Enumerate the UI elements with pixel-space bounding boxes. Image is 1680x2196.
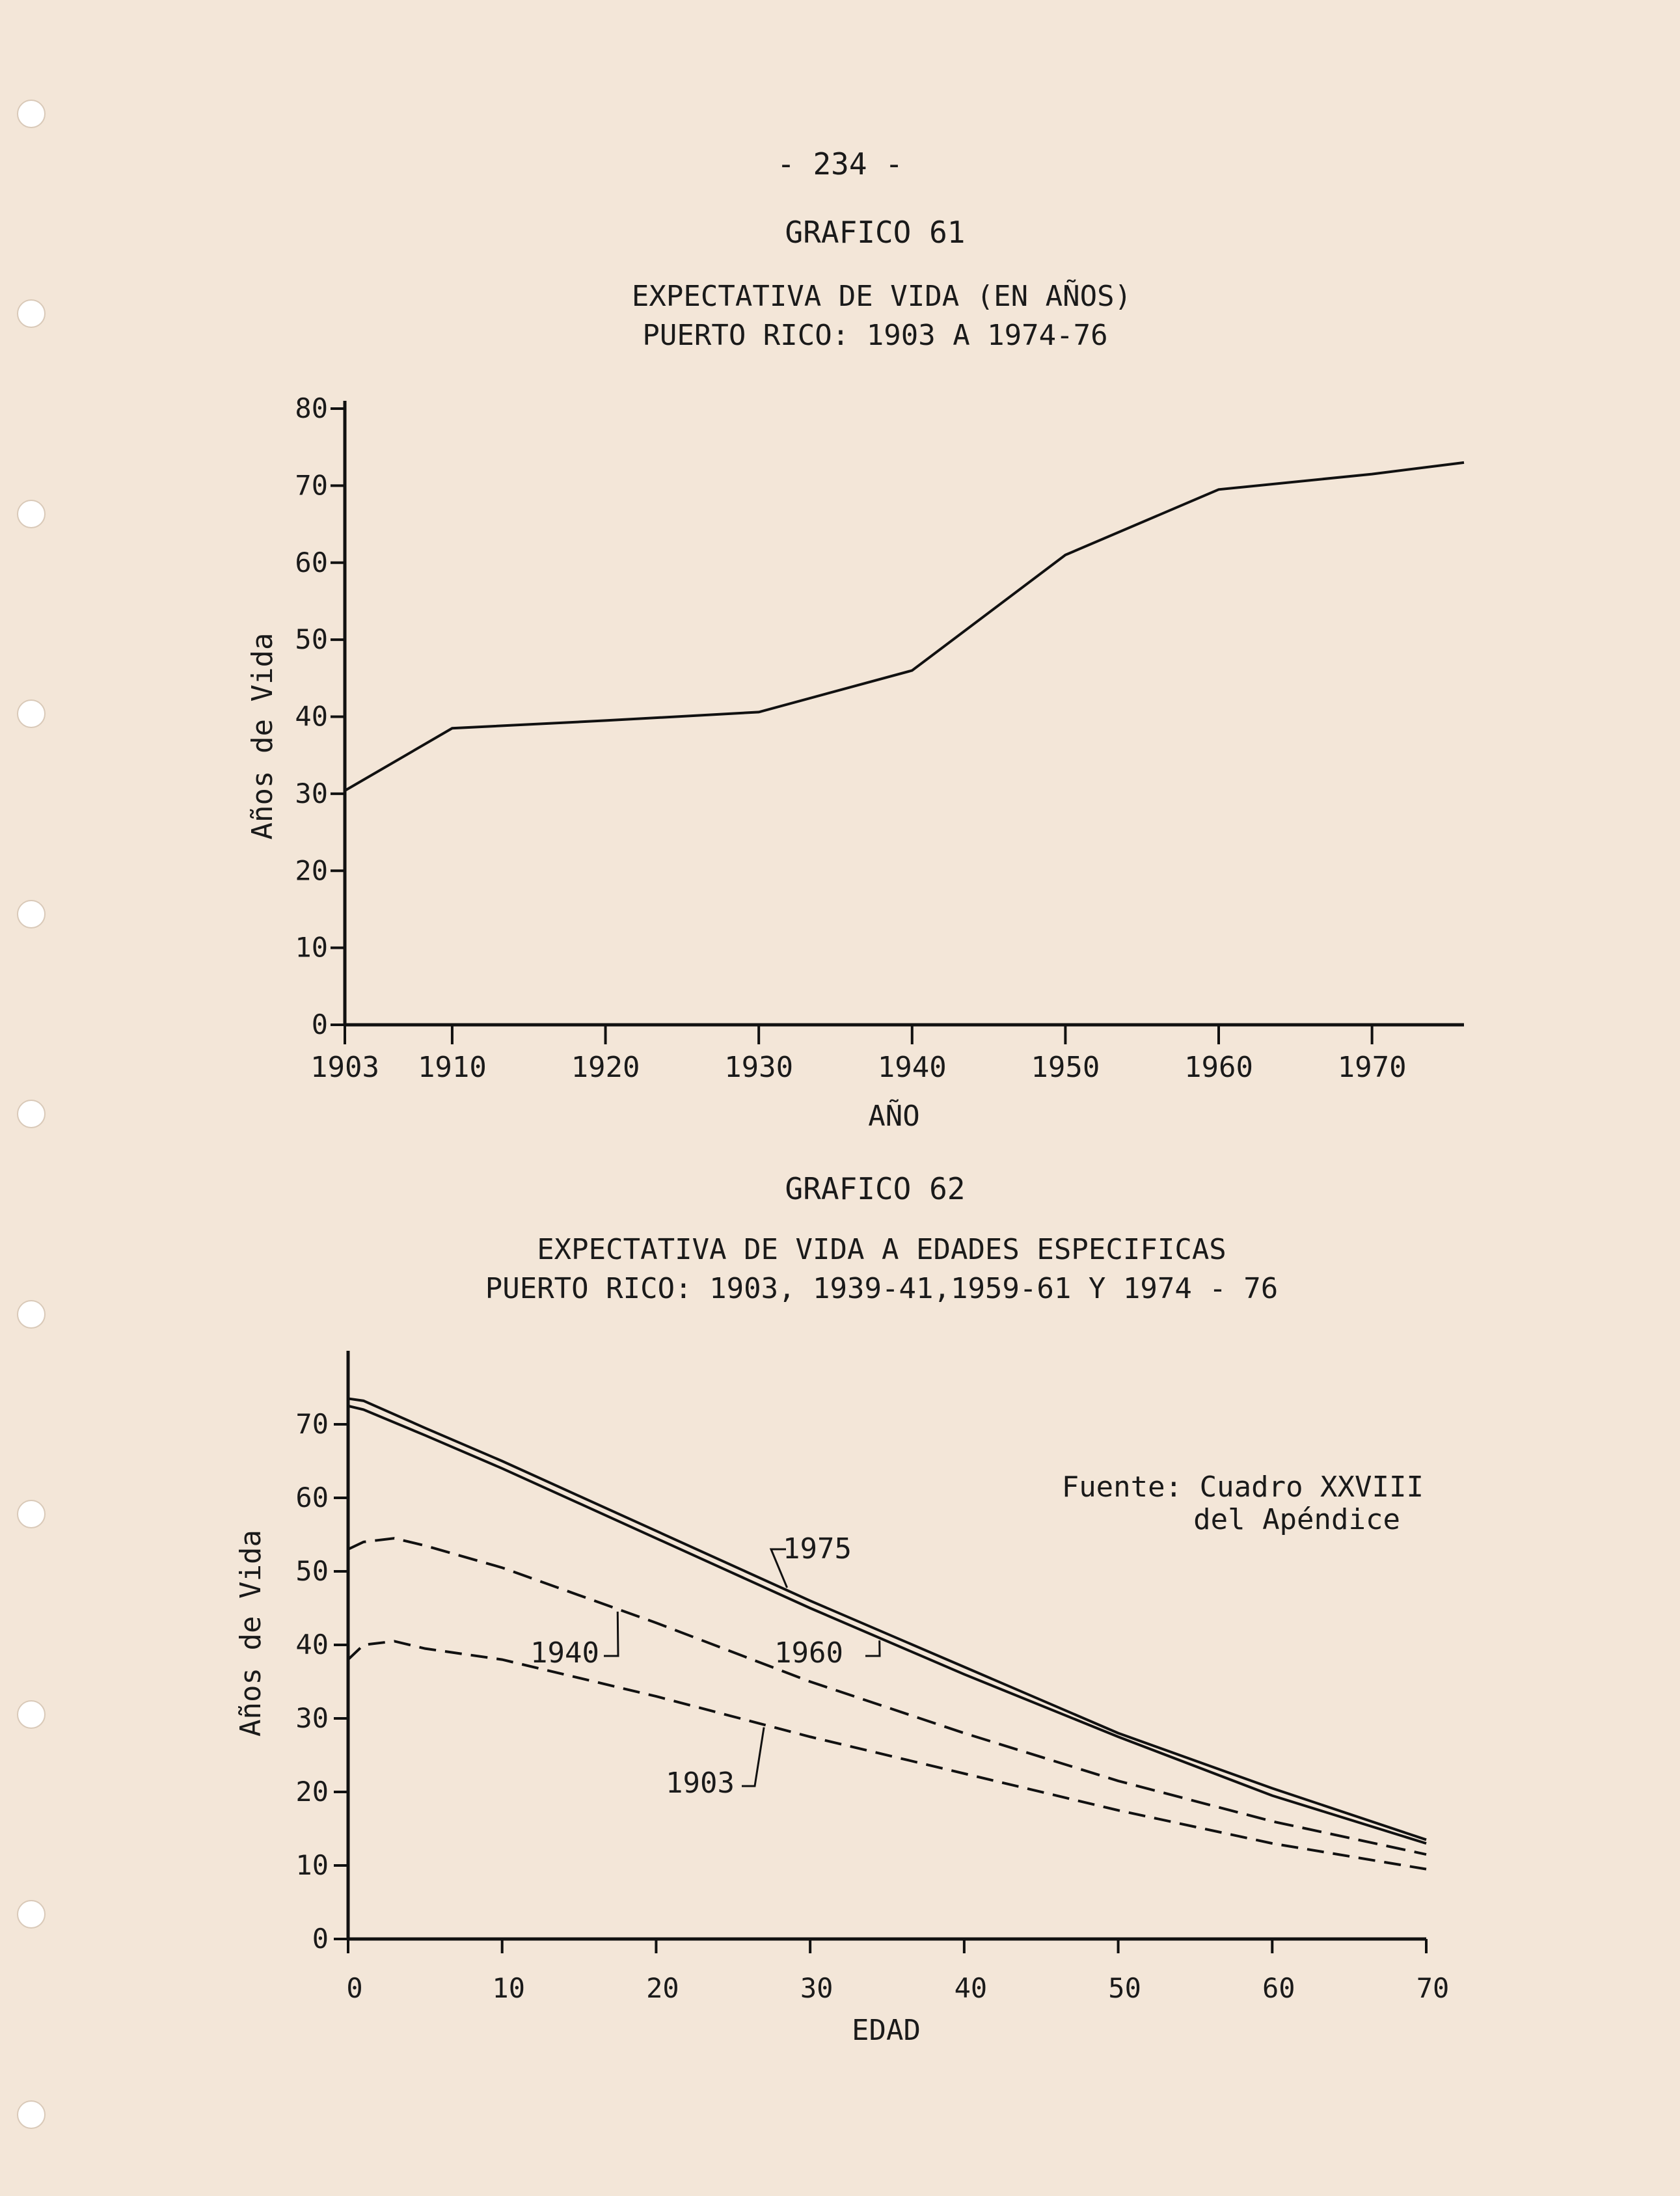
chart1-y-tick-label: 20 [295,854,328,887]
chart2-y-tick-label: 10 [295,1849,329,1881]
chart2-y-tick-label: 60 [295,1482,329,1513]
chart1-y-tick-label: 30 [295,777,328,809]
chart1-figure-label: GRAFICO 61 [785,215,966,250]
chart2-source-note: del Apéndice [1193,1503,1400,1536]
chart2-y-tick-label: 70 [295,1408,329,1440]
chart1-y-axis-label: Años de Vida [246,632,279,840]
chart2-x-tick-label: 0 [346,1972,363,2004]
chart2-label-leader [865,1640,880,1656]
chart2-x-tick-label: 30 [800,1972,833,2004]
chart2-series-line-1903 [348,1641,1426,1869]
chart1-y-tick-label: 60 [295,546,328,578]
chart2-y-tick-label: 50 [295,1555,329,1587]
chart1-x-tick-label: 1930 [724,1051,794,1084]
chart1-x-tick-label: 1920 [571,1051,640,1084]
chart2-x-tick-label: 20 [646,1972,679,2004]
chart1-title: EXPECTATIVA DE VIDA (EN AÑOS) [631,280,1132,313]
chart2-x-axis-label: EDAD [852,2014,921,2047]
chart1-x-tick-label: 1950 [1031,1051,1100,1084]
chart2-series-label: 1903 [666,1767,735,1800]
chart1-y-tick-label: 50 [295,623,328,656]
chart2-subtitle: PUERTO RICO: 1903, 1939-41,1959-61 Y 1974 - 76 [485,1272,1279,1305]
chart2-x-tick-label: 50 [1108,1972,1141,2004]
chart2-x-tick-label: 40 [954,1972,988,2004]
chart2-label-leader [742,1728,764,1786]
chart1-subtitle: PUERTO RICO: 1903 A 1974-76 [642,319,1108,352]
chart1-y-tick-label: 80 [295,392,328,424]
chart1-y-tick-label: 40 [295,700,328,733]
chart2-y-tick-label: 20 [295,1776,329,1808]
chart1-x-tick-label: 1940 [877,1051,947,1084]
chart1-y-tick-label: 10 [295,931,328,964]
chart2-label-leader [604,1612,618,1656]
chart1-x-axis-label: AÑO [868,1100,920,1133]
chart2-series-label: 1960 [774,1636,843,1670]
chart2-source-note: Fuente: Cuadro XXVIII [1061,1471,1424,1504]
chart1-x-tick-label: 1970 [1337,1051,1407,1084]
chart1-x-tick-label: 1910 [417,1051,487,1084]
chart1-y-tick-label: 0 [311,1009,328,1040]
chart2-series-line-1940 [348,1538,1426,1854]
chart2-series-label: 1940 [530,1636,599,1670]
chart2-title: EXPECTATIVA DE VIDA A EDADES ESPECIFICAS [537,1233,1226,1266]
page-number: - 234 - [777,146,903,182]
chart1-x-tick-label: 1960 [1184,1051,1253,1084]
chart2-series-label: 1975 [783,1532,852,1566]
chart2-x-tick-label: 70 [1416,1972,1450,2004]
chart2-x-tick-label: 60 [1262,1972,1295,2004]
chart2-y-tick-label: 0 [312,1923,329,1955]
chart2-y-tick-label: 40 [295,1629,329,1661]
chart2-y-axis-label: Años de Vida [234,1530,267,1737]
chart1-y-tick-label: 70 [295,469,328,502]
chart2-y-tick-label: 30 [295,1702,329,1734]
chart2-series-line-1975 [348,1398,1426,1839]
chart2-figure-label: GRAFICO 62 [785,1171,966,1206]
chart1-x-tick-label: 1903 [310,1051,379,1084]
chart2-x-tick-label: 10 [492,1972,526,2004]
